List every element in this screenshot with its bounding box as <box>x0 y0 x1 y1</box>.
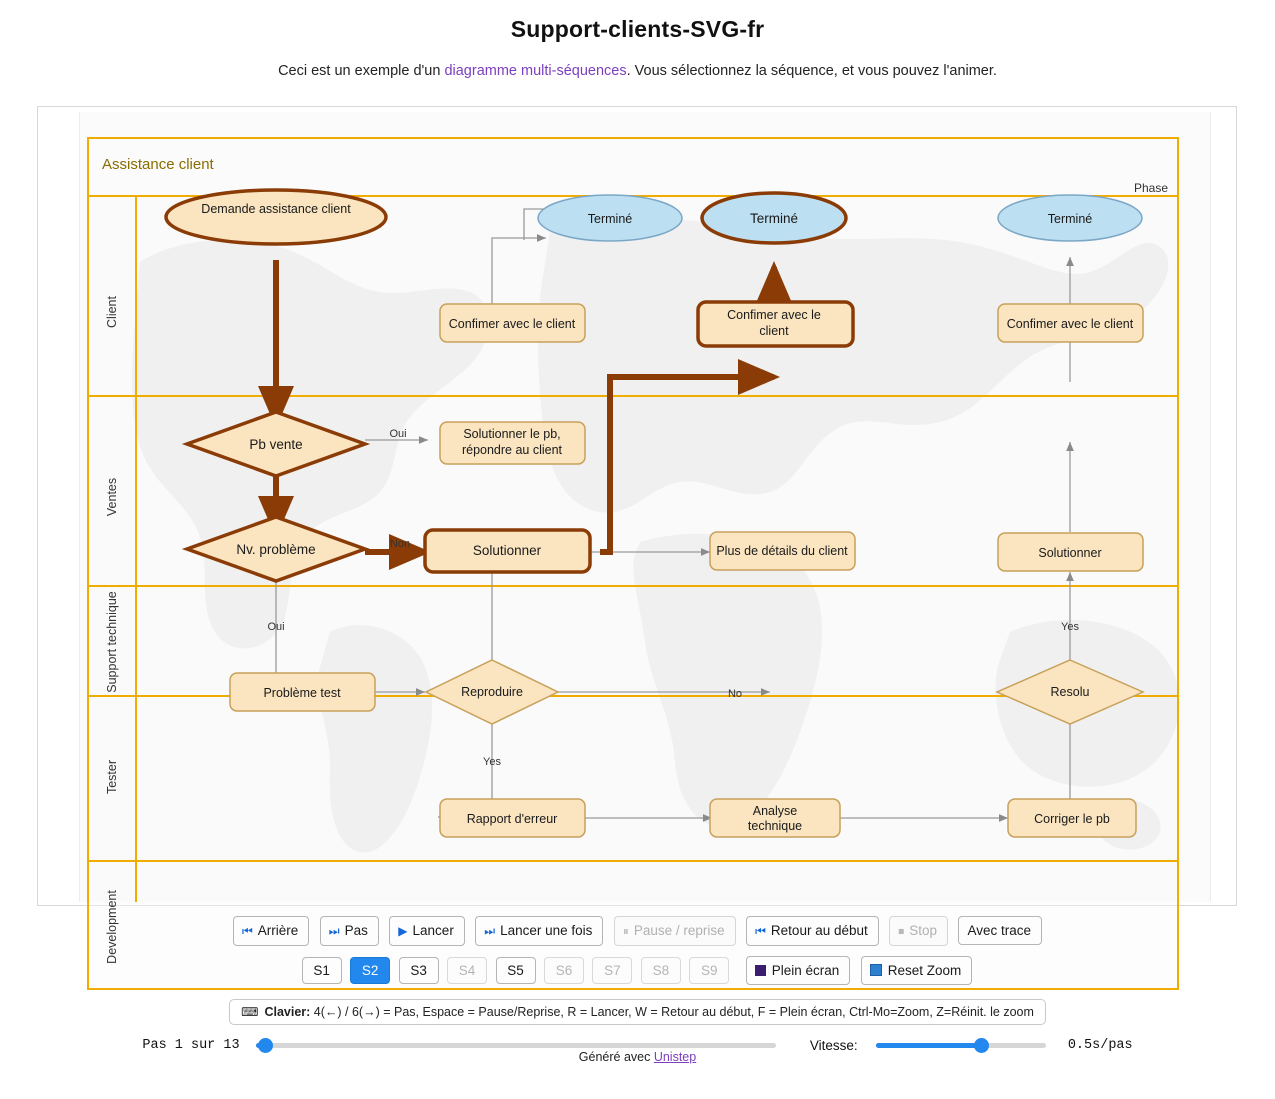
node-label: Demande assistance client <box>201 202 351 216</box>
pause-resume-button-label: Pause / reprise <box>633 923 725 938</box>
node-label: Resolu <box>1050 685 1090 699</box>
node-analyse-technique[interactable] <box>710 799 840 837</box>
phase-label: Phase <box>1133 181 1168 195</box>
edge-label-oui-1: Oui <box>389 428 407 440</box>
zoom-reset-icon <box>870 964 882 976</box>
sequence-button-s5[interactable]: S5 <box>496 957 536 984</box>
node-label: Nv. problème <box>236 542 316 557</box>
play-icon: ▶ <box>398 923 408 938</box>
footer-link[interactable]: Unistep <box>653 1050 697 1064</box>
play-button[interactable] <box>389 916 465 946</box>
node-label-line2: client <box>759 324 789 338</box>
trace-button[interactable] <box>958 916 1042 945</box>
node-label: Solutionner <box>472 543 542 558</box>
keyboard-hint-text: 4(←) / 6(→) = Pas, Espace = Pause/Reprise, R = Lancer, W = Retour au début, F = Plein écran, Ctrl-Mo=Zoom, Z=Réinit. le zoom <box>313 1004 1034 1019</box>
footer <box>0 1050 1275 1064</box>
footer-text: Généré avec <box>578 1050 654 1064</box>
node-termine-3[interactable] <box>998 195 1142 241</box>
node-demande-assistance-client[interactable] <box>166 190 386 244</box>
node-label: Confimer avec le client <box>448 317 576 331</box>
edge-label-yes-1: Yes <box>483 756 501 768</box>
lane-label-client: Client <box>105 296 119 328</box>
edge-label-non: Non <box>389 538 411 550</box>
stop-button[interactable] <box>889 916 948 946</box>
stop-button-label: Stop <box>909 923 937 938</box>
subtitle-text-before: Ceci est un exemple d'un <box>278 63 445 79</box>
keyboard-icon: ⌨ <box>241 1004 259 1019</box>
back-button[interactable] <box>233 916 309 946</box>
lane-label-tester: Tester <box>105 759 119 795</box>
speed-value: 0.5s/pas <box>1067 1037 1133 1053</box>
node-probleme-test[interactable] <box>230 673 375 711</box>
sequence-button-s8[interactable]: S8 <box>641 957 681 984</box>
step-counter-label: Pas 1 sur 13 <box>142 1037 240 1053</box>
keyboard-hint-prefix: Clavier: <box>264 1004 311 1019</box>
sequence-row <box>0 956 1275 985</box>
keyboard-hint-row <box>0 995 1275 1025</box>
sequence-button-s6[interactable]: S6 <box>544 957 584 984</box>
page-root <box>0 16 1275 1099</box>
rewind-icon: ⏮ <box>755 923 766 938</box>
node-label: Plus de détails du client <box>716 544 848 558</box>
sequence-button-s1[interactable]: S1 <box>302 957 342 984</box>
pool-title: Assistance client <box>102 156 214 173</box>
back-button-label: Arrière <box>257 923 299 938</box>
pause-icon: ⏸ <box>622 923 629 938</box>
node-label: Confimer avec le <box>727 308 821 322</box>
play-once-button[interactable] <box>475 916 603 946</box>
speed-slider-fill <box>876 1043 981 1048</box>
page-title: Support-clients-SVG-fr <box>510 16 765 42</box>
node-label: Terminé <box>1047 212 1093 226</box>
node-termine-1[interactable] <box>538 195 682 241</box>
playback-row <box>0 916 1275 946</box>
node-confirmer-client-3[interactable] <box>998 304 1143 342</box>
node-label: Pb vente <box>249 437 303 452</box>
pause-resume-button[interactable] <box>614 916 736 946</box>
sequence-button-s2[interactable]: S2 <box>350 957 390 984</box>
reset-zoom-button[interactable] <box>861 956 973 985</box>
node-label: Problème test <box>263 686 341 700</box>
sequence-button-s3[interactable]: S3 <box>399 957 439 984</box>
stop-icon: ⏹ <box>898 923 905 938</box>
play-button-label: Lancer <box>412 923 454 938</box>
restart-button-label: Retour au début <box>770 923 868 938</box>
sequence-button-s7[interactable]: S7 <box>592 957 632 984</box>
skip-back-icon: ⏮ <box>241 923 253 938</box>
step-button[interactable] <box>320 916 379 946</box>
reset-zoom-button-label: Reset Zoom <box>887 962 962 978</box>
edge-label-oui-2: Oui <box>267 621 285 633</box>
play-once-button-label: Lancer une fois <box>500 923 593 938</box>
pool-header <box>88 138 1178 196</box>
lane-label-support: Support technique <box>105 591 119 693</box>
sequence-button-s9[interactable]: S9 <box>689 957 729 984</box>
node-corriger-le-pb[interactable] <box>1008 799 1136 837</box>
play-once-icon: ⏭ <box>484 923 496 938</box>
page-subtitle <box>0 63 1275 79</box>
controls-panel <box>0 916 1275 1054</box>
step-button-label: Pas <box>344 923 368 938</box>
fullscreen-button[interactable] <box>746 956 851 985</box>
lane-label-development: Development <box>105 890 119 964</box>
sequence-button-s4[interactable]: S4 <box>447 957 487 984</box>
node-label: Terminé <box>587 212 633 226</box>
edge-label-no: No <box>727 688 743 700</box>
node-label: Confimer avec le client <box>1006 317 1134 331</box>
node-solutionner-pb[interactable] <box>440 422 585 464</box>
node-label: Reproduire <box>461 685 523 699</box>
node-label: Solutionner <box>1038 546 1102 560</box>
speed-slider[interactable] <box>876 1043 1046 1048</box>
node-label: Analyse <box>752 804 798 818</box>
lane-label-ventes: Ventes <box>105 477 119 517</box>
node-confirmer-client-2[interactable] <box>698 302 853 346</box>
node-label: Solutionner le pb, <box>463 427 561 441</box>
node-termine-2[interactable] <box>702 193 846 243</box>
node-label: Corriger le pb <box>1034 812 1110 826</box>
subtitle-link[interactable]: diagramme multi-séquences <box>444 63 627 79</box>
step-forward-icon: ⏭ <box>328 923 340 938</box>
restart-button[interactable] <box>746 916 879 946</box>
node-label-line2: répondre au client <box>461 443 563 457</box>
trace-button-label: Avec trace <box>967 923 1031 939</box>
speed-label: Vitesse: <box>809 1037 858 1053</box>
step-slider[interactable] <box>256 1043 776 1048</box>
node-solutionner-2[interactable] <box>998 533 1143 571</box>
node-label: Rapport d'erreur <box>466 812 558 826</box>
node-rapport-erreur[interactable] <box>440 799 585 837</box>
node-confirmer-client-1[interactable] <box>440 304 585 342</box>
node-solutionner-1[interactable] <box>425 530 590 572</box>
fullscreen-icon <box>755 965 766 976</box>
node-label-line2: technique <box>747 819 803 833</box>
edge-label-yes-2: Yes <box>1061 621 1079 633</box>
node-label: Terminé <box>749 211 799 226</box>
fullscreen-button-label: Plein écran <box>771 962 840 978</box>
subtitle-text-after: . Vous sélectionnez la séquence, et vous pouvez l'animer. <box>626 63 997 79</box>
keyboard-hint-bar <box>229 999 1046 1025</box>
node-plus-de-details[interactable] <box>710 532 855 570</box>
